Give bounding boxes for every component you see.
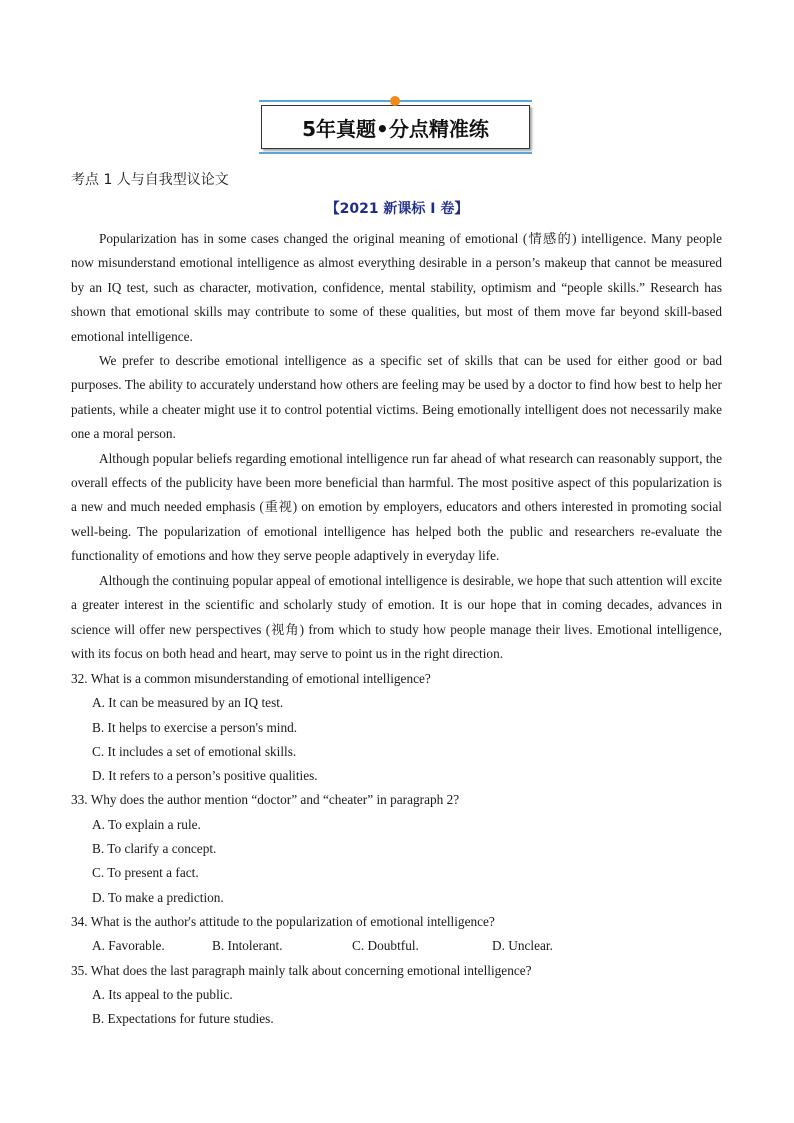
q32-option-b[interactable]: B. It helps to exercise a person's mind. (92, 719, 298, 735)
q34-option-b[interactable]: B. Intolerant. (212, 938, 283, 954)
question-list (71, 667, 722, 1031)
q33-option-c[interactable]: C. To present a fact. (92, 865, 199, 881)
q33-option-b[interactable]: B. To clarify a concept. (92, 841, 217, 857)
q33-option-a[interactable]: A. To explain a rule. (92, 816, 201, 832)
question-34: 34. What is the author's attitude to the popularization of emotional intelligence? (71, 913, 495, 929)
q32-option-a[interactable]: A. It can be measured by an IQ test. (92, 695, 284, 711)
q32-option-c[interactable]: C. It includes a set of emotional skills. (92, 743, 297, 759)
exam-source: 【2021 新课标 I 卷】 (325, 201, 469, 217)
q35-option-b[interactable]: B. Expectations for future studies. (92, 1011, 274, 1027)
q32-option-d[interactable]: D. It refers to a person’s positive qualities. (92, 768, 318, 784)
q33-option-d[interactable]: D. To make a prediction. (92, 889, 224, 905)
paragraph-3: Although popular beliefs regarding emotional intelligence run far ahead of what research can reasonably support, the overall effects of the publicity have been more beneficial than harmful. The most positive aspect of this popularization is a new and much needed emphasis (重视) on emotion by employers, educators and others interested in promoting social well-being. The popularization of emotional intelligence has helped both the public and researchers re-evaluate the functionality of emotions and how they serve people adaptively in everyday life. (71, 450, 722, 564)
question-35: 35. What does the last paragraph mainly talk about concerning emotional intelligence? (71, 962, 532, 978)
section-banner (259, 99, 532, 154)
question-32: 32. What is a common misunderstanding of emotional intelligence? (71, 671, 431, 686)
paragraph-4: Although the continuing popular appeal of emotional intelligence is desirable, we hope that such attention will excite a greater interest in the scientific and scholarly study of emotion. It is our hope that in coming decades, advances in science will offer new perspectives (视角) from which to study how people manage their lives. Emotional intelligence, with its focus on both head and heart, may serve to point us in the right direction. (71, 572, 722, 661)
paragraph-1: Popularization has in some cases changed the original meaning of emotional (情感的) intelligence. Many people now misunderstand emotional intelligence as almost everything desirable in a person’s makeup that cannot be measured by an IQ test, such as character, motivation, confidence, mental stability, optimism and “people skills.” Research has shown that emotional skills may contribute to some of these qualities, but most of them move far beyond skill-based emotional intelligence. (71, 231, 722, 344)
q34-option-c[interactable]: C. Doubtful. (352, 938, 419, 954)
q34-options (71, 934, 722, 958)
reading-passage (71, 227, 722, 666)
q35-option-a[interactable]: A. Its appeal to the public. (92, 986, 233, 1002)
question-33: 33. Why does the author mention “doctor” and “cheater” in paragraph 2? (71, 792, 460, 808)
banner-bottom-line (259, 152, 532, 154)
section-label: 考点 1 人与自我型议论文 (71, 172, 229, 188)
q34-option-a[interactable]: A. Favorable. (92, 938, 165, 954)
paragraph-2: We prefer to describe emotional intelligence as a specific set of skills that can be used for either good or bad purposes. The ability to accurately understand how others are feeling may be used by a doctor to find how best to help her patients, while a cheater might use it to control potential victims. Being emotionally intelligent does not necessarily make one a moral person. (71, 353, 722, 442)
banner-title: 5年真题•分点精准练 (302, 117, 489, 141)
q34-option-d[interactable]: D. Unclear. (492, 938, 553, 954)
banner-dot-icon (390, 96, 400, 106)
